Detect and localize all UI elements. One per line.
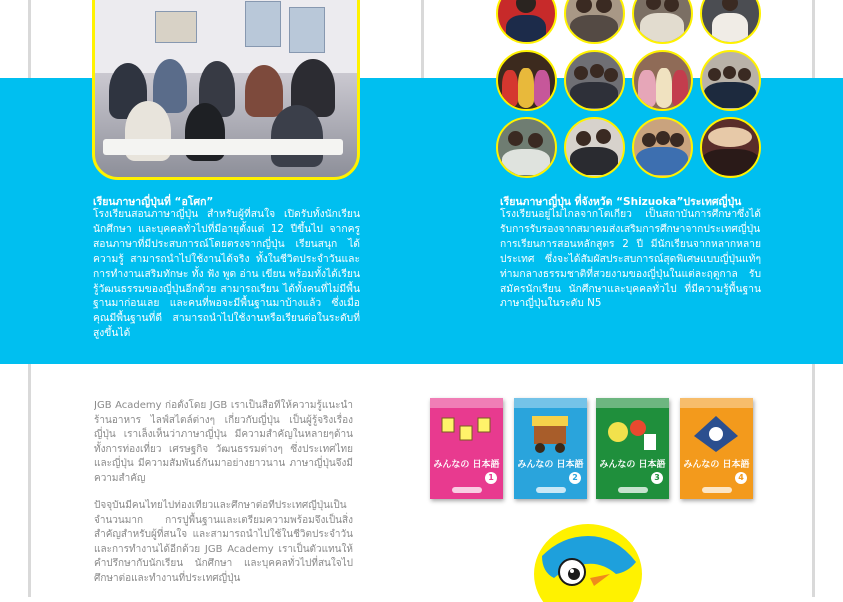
textbook-4-title: みんなの 日本語 — [683, 460, 750, 470]
left-section-title: เรียนภาษาญี่ปุ่นที่ “อโศก” — [93, 196, 214, 208]
textbook-3-title: みんなの 日本語 — [599, 460, 666, 470]
frame-line-left-top — [28, 0, 31, 78]
textbook-volume-3 — [596, 398, 669, 499]
right-section-body: โรงเรียนอยู่ไม่ไกลจากโตเกียว เป็นสถาบันการศึกษาซึ่งได้รับการรับรองจากสมาคมส่งเสริมการศึกษาจากประเทศญี่ปุ่น การเรียนการสอนหลักสูตร 2 ปี มีนักเรียนจากหลากหลายประเทศ ซึ่งจะได้สัมผัสประสบการณ์สุดพิเศษแบบญี่ปุ่นแท้ๆ ท่ามกลางธรรมชาติที่สวยงามของญี่ปุ่นในแต่ละฤดูกาล รับสมัครนักเรียน นักศึกษาและบุคคลทั่วไป ที่มีความรู้พื้นฐานภาษาญี่ปุ่นในระดับ N5 — [500, 208, 761, 310]
about-paragraph-1: JGB Academy ก่อตั้งโดย JGB เราเป็นสื่อที่ให้ความรู้แนะนำร้านอาหาร ไลฟ์สไตล์ต่างๆ เกี่ยวกับญี่ปุ่น เป็นผู้รู้จริงเรื่องญี่ปุ่น เราเล็งเห็นว่าภาษาญี่ปุ่น มีความสำคัญในหลายๆด้าน ทั้งการท่องเที่ยว เศรษฐกิจ วัฒนธรรมต่างๆ ซึ่งประเทศไทยและญี่ปุ่น มีความสัมพันธ์กันมาอย่างยาวนาน ภาษาญี่ปุ่นจึงมีความสำคัญ — [94, 400, 353, 484]
photo-circle-8 — [700, 50, 761, 111]
frame-line-right-top — [812, 0, 815, 78]
textbook-volume-1 — [430, 398, 503, 499]
photo-circle-2 — [564, 0, 625, 44]
textbook-volume-4 — [680, 398, 753, 499]
textbook-1-volume: 1 — [485, 472, 497, 484]
photo-circle-12 — [700, 117, 761, 178]
bird-mascot-icon — [532, 522, 644, 602]
frame-line-right-bottom — [812, 364, 815, 597]
photo-circle-9 — [496, 117, 557, 178]
photo-circle-5 — [496, 50, 557, 111]
left-section-body: โรงเรียนสอนภาษาญี่ปุ่น สำหรับผู้ที่สนใจ เปิดรับทั้งนักเรียน นักศึกษา และบุคคลทั่วไปที่มีอายุตั้งแต่ 12 ปีขึ้นไป จากครูสอนภาษาที่มีประสบการณ์โดยตรงจากญี่ปุ่น เรียนสนุก ได้ความรู้ สามารถนำไปใช้งานได้จริง ทั้งในชีวิตประจำวันและการทำงานเสริมทักษะ ทั้ง ฟัง พูด อ่าน เขียน พร้อมทั้งได้เรียนรู้วัฒนธรรมของญี่ปุ่นอีกด้วย สามารถเรียน ได้ทั้งคนที่ไม่มีพื้นฐานมาก่อนเลย และคนที่พอจะมีพื้นฐานมาบ้างแล้ว ซึ่งเมื่อคุณมีพื้นฐานที่ดี สามารถนำไปใช้งานหรือเรียนต่อในระดับที่สูงขึ้นได้ — [93, 208, 360, 340]
frame-line-center-top — [421, 0, 424, 78]
textbook-2-volume: 2 — [569, 472, 581, 484]
photo-circle-11 — [632, 117, 693, 178]
textbook-2-title: みんなの 日本語 — [517, 460, 584, 470]
right-section-title: เรียนภาษาญี่ปุ่น ที่จังหวัด “Shizuoka”ประเทศญี่ปุ่น — [500, 196, 742, 208]
textbook-1-title: みんなの 日本語 — [433, 460, 500, 470]
photo-circle-6 — [564, 50, 625, 111]
photo-circle-1 — [496, 0, 557, 44]
photo-circle-10 — [564, 117, 625, 178]
photo-circle-4 — [700, 0, 761, 44]
textbook-3-volume: 3 — [651, 472, 663, 484]
photo-circle-7 — [632, 50, 693, 111]
about-paragraph-2: ปัจจุบันมีคนไทยไปท่องเที่ยวและศึกษาต่อที่ประเทศญี่ปุ่นเป็นจำนวนมาก การปูพื้นฐานและเตรียมความพร้อมจึงเป็นสิ่งสำคัญสำหรับผู้ที่สนใจ และสามารถนำไปใช้ในชีวิตประจำวันและการทำงานได้อีกด้วย JGB Academy เราเป็นตัวแทนให้คำปรึกษากับนักเรียน นักศึกษา และบุคคลทั่วไปที่สนใจไปศึกษาต่อและทำงานที่ประเทศญี่ปุ่น — [94, 500, 353, 584]
textbook-volume-2 — [514, 398, 587, 499]
classroom-photo — [92, 0, 360, 180]
textbook-4-volume: 4 — [735, 472, 747, 484]
frame-line-left-bottom — [28, 364, 31, 597]
photo-circle-3 — [632, 0, 693, 44]
